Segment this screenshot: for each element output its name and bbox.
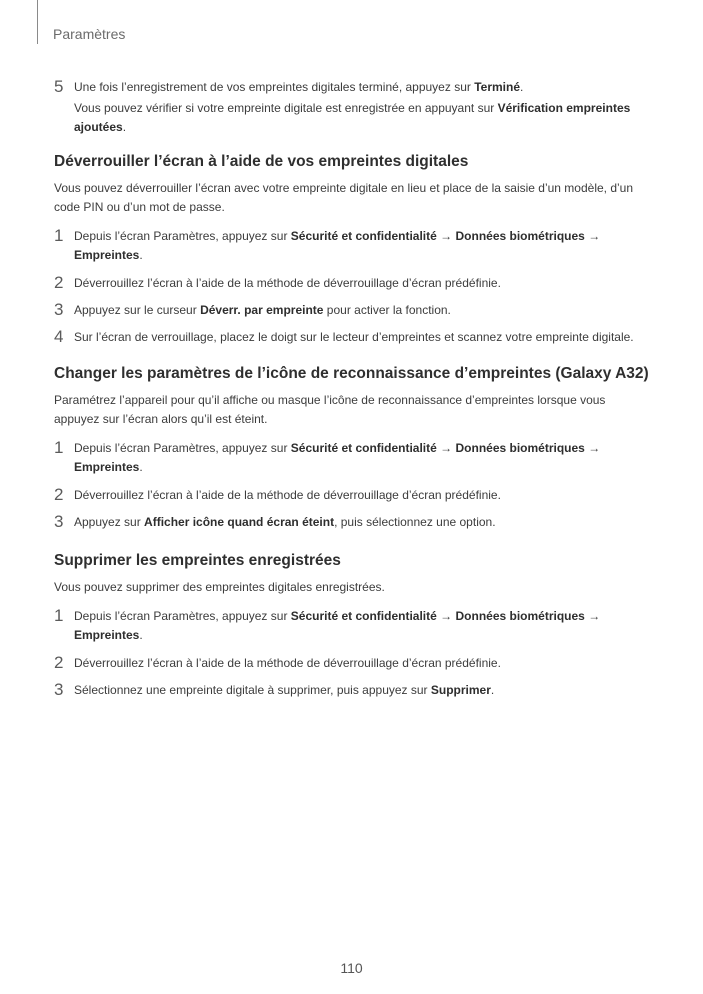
page-content [54,78,654,700]
step: 3 Appuyez sur Afficher icône quand écran éteint, puis sélectionnez une option. [54,512,496,531]
page-number: 110 [340,960,363,976]
section-fingerprint-icon-settings [54,365,654,532]
step-number: 3 [54,680,64,699]
intro-step [54,78,654,137]
header-rule [37,0,38,44]
step-number: 2 [54,653,64,672]
section-intro: Vous pouvez supprimer des empreintes digitales enregistrées. [54,580,385,594]
step-number: 3 [54,512,64,531]
step-number: 2 [54,273,64,292]
step-number: 5 [54,77,64,96]
page-header-title: Paramètres [53,26,126,42]
step: 2 Déverrouillez l’écran à l’aide de la méthode de déverrouillage d’écran prédéfinie. [54,485,501,504]
section-intro: Vous pouvez déverrouiller l’écran avec votre empreinte digitale en lieu et place de la saisie d’un modèle, d’un code PIN ou d’un mot de passe. [54,181,634,214]
step-text: Une fois l’enregistrement de vos empreintes digitales terminé, appuyez sur Terminé. [74,80,524,94]
step: 1 Depuis l’écran Paramètres, appuyez sur Sécurité et confidentialité → Données biométriques → Empreintes. [54,606,601,642]
step-number: 3 [54,300,64,319]
step-number: 2 [54,485,64,504]
step-number: 1 [54,438,64,457]
step: 3 Sélectionnez une empreinte digitale à supprimer, puis appuyez sur Supprimer. [54,680,495,699]
section-delete-fingerprints [54,552,654,700]
step: 1 Depuis l’écran Paramètres, appuyez sur Sécurité et confidentialité → Données biométriques → Empreintes. [54,438,601,474]
step: 3 Appuyez sur le curseur Déverr. par empreinte pour activer la fonction. [54,300,451,319]
section-title: Supprimer les empreintes enregistrées [54,552,341,569]
section-title: Déverrouiller l’écran à l’aide de vos empreintes digitales [54,153,469,170]
section-title: Changer les paramètres de l’icône de reconnaissance d’empreintes (Galaxy A32) [54,365,649,382]
section-intro: Paramétrez l’appareil pour qu’il affiche ou masque l’icône de reconnaissance d’empreintes lorsque vous appuyez sur l’écran alors qu’il est éteint. [54,393,606,426]
step: 1 Depuis l’écran Paramètres, appuyez sur Sécurité et confidentialité → Données biométriques → Empreintes. [54,226,601,262]
step: 2 Déverrouillez l’écran à l’aide de la méthode de déverrouillage d’écran prédéfinie. [54,653,501,672]
section-unlock-with-fingerprint [54,153,654,347]
step-number: 1 [54,606,64,625]
step: 2 Déverrouillez l’écran à l’aide de la méthode de déverrouillage d’écran prédéfinie. [54,273,501,292]
step: 4 Sur l’écran de verrouillage, placez le doigt sur le lecteur d’empreintes et scannez votre empreinte digitale. [54,327,634,346]
step-number: 1 [54,226,64,245]
step-number: 4 [54,327,64,346]
step-text: Vous pouvez vérifier si votre empreinte digitale est enregistrée en appuyant sur Vérification empreintes ajoutées. [74,101,631,134]
